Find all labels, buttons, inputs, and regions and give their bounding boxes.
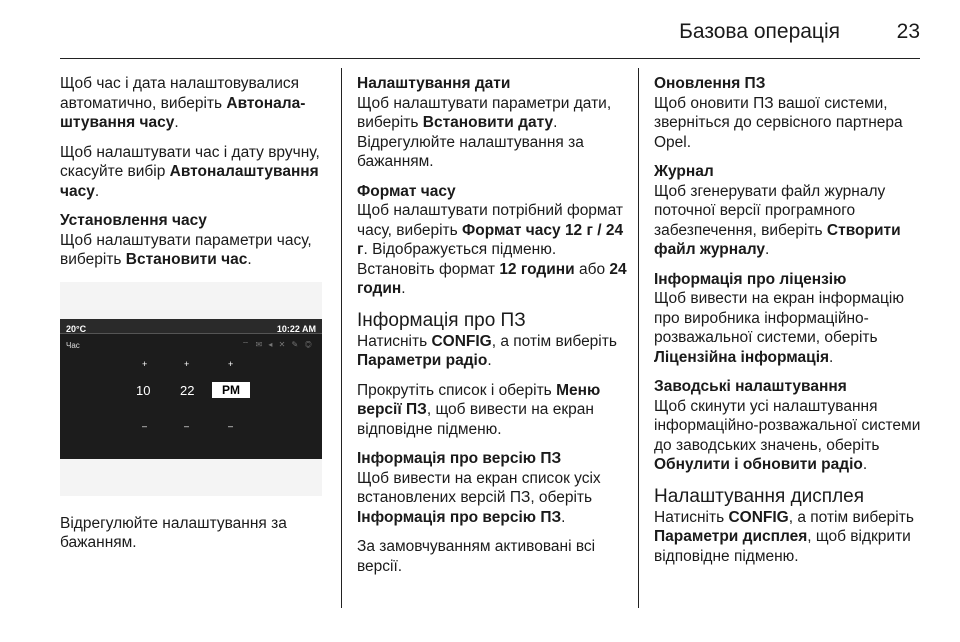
section-heading: Оновлення ПЗ — [654, 75, 766, 92]
minute-plus-icon[interactable]: + — [184, 358, 190, 369]
section-time-format — [357, 182, 629, 299]
menu-term: Створити файл журналу — [654, 221, 901, 258]
column-3 — [654, 74, 926, 576]
text: , а потім виберіть — [491, 332, 617, 350]
hour-minus-icon[interactable]: – — [142, 420, 148, 431]
section-version-info — [357, 449, 629, 527]
menu-term: Меню версії ПЗ — [357, 381, 601, 418]
text: . — [862, 456, 868, 473]
time-screen-figure — [60, 282, 322, 496]
clock-readout: 10:22 AM — [276, 323, 316, 334]
text: . — [764, 241, 770, 258]
column-divider-1 — [341, 68, 342, 608]
paragraph-adjust: Відрегулюйте налаштування за бажанням. — [60, 514, 287, 551]
section-heading: Налаштування дати — [357, 75, 511, 92]
header-rule — [60, 58, 920, 59]
menu-term: Інформація про версію ПЗ — [357, 508, 562, 526]
section-heading: Установлення часу — [60, 212, 207, 229]
minute-minus-icon[interactable]: – — [184, 420, 190, 431]
menu-term: Ліцензійна інформація — [654, 348, 830, 366]
menu-term: Формат часу 12 г / 24 г — [357, 221, 624, 258]
menu-term: Параметри дисплея — [654, 528, 808, 545]
menu-term: Параметри радіо — [357, 352, 488, 369]
column-1 — [60, 74, 332, 563]
paragraph-default-versions: За замовчуванням активовані всі версії. — [357, 538, 596, 575]
text: Щоб налаштувати потрібний формат часу, виберіть — [357, 202, 623, 239]
text: Щоб налаштувати параметри часу, виберіть — [60, 231, 312, 268]
section-heading: Інформація про версію ПЗ — [357, 450, 562, 467]
display-screen — [60, 319, 322, 459]
column-divider-2 — [638, 68, 639, 608]
text: . — [401, 280, 406, 297]
text: , щоб вивести на екран відповідне підменю. — [357, 401, 594, 438]
menu-term: CONFIG — [431, 332, 492, 350]
text: Щоб вивести на екран список усіх встановлених версій ПЗ, оберіть — [357, 469, 601, 506]
text: , щоб відкрити відповідне підменю. — [654, 528, 911, 565]
text: Щоб вивести на екран інформацію про виробника інформаційно-розважальної системи, оберіть — [654, 290, 904, 346]
text: або — [574, 260, 610, 278]
text: Прокрутіть список і оберіть — [357, 381, 557, 399]
menu-term: Встановити дату — [422, 114, 554, 131]
menu-term: CONFIG — [728, 508, 789, 526]
minute-value: 22 — [180, 382, 195, 398]
paragraph-manual-time — [60, 143, 332, 202]
hour-plus-icon[interactable]: + — [142, 358, 148, 369]
status-icons: ⌔ ✉ ◂ ✕ ✎ ◎ — [241, 339, 314, 349]
section-set-time — [60, 211, 332, 270]
menu-term: Встановити час — [125, 251, 248, 268]
section-software-update — [654, 74, 926, 152]
text: , а потім виберіть — [788, 508, 914, 526]
menu-term: Обнулити і обновити радіо — [654, 456, 863, 473]
text: Щоб згенерувати файл журналу поточної версії програмного забезпечення, виберіть — [654, 182, 886, 239]
section-display-settings — [654, 485, 926, 567]
section-heading: Заводські налаштування — [654, 378, 847, 395]
menu-term: Автоналаштування часу — [60, 94, 306, 131]
page-number: 23 — [896, 20, 920, 43]
section-set-date — [357, 74, 629, 172]
column-2 — [357, 74, 629, 586]
section-heading: Інформація про ліцензію — [654, 270, 847, 288]
screen-label: Час — [66, 340, 80, 350]
section-factory-reset — [654, 377, 926, 475]
temperature-readout: 20°C — [66, 323, 87, 334]
menu-term: 12 години — [499, 260, 575, 278]
section-heading-large: Інформація про ПЗ — [357, 309, 526, 331]
text: Щоб налаштувати параметри дати, виберіть — [357, 94, 612, 131]
section-software-info — [357, 309, 629, 371]
text: Щоб налаштувати час і дату вручну, скасуйте вибір — [60, 143, 320, 180]
status-bar — [60, 319, 322, 334]
text: Щоб скинути усі налаштування інформаційно-розважальної системи до заводських значень, оберіть — [654, 397, 921, 454]
section-log — [654, 162, 926, 260]
text: . — [94, 182, 100, 200]
text: . Відображується підменю. Встановіть формат — [357, 241, 557, 278]
text: . — [247, 251, 252, 268]
text: . Відрегулюйте налаштування за бажанням. — [357, 114, 584, 170]
menu-term: 24 годин — [357, 260, 627, 297]
text: . — [561, 508, 566, 526]
section-heading: Формат часу — [357, 182, 456, 200]
text: Щоб оновити ПЗ вашої системи, зверніться до сервісного партнера Opel. — [654, 94, 903, 151]
section-heading-large: Налаштування дисплея — [654, 485, 865, 507]
paragraph-auto-time — [60, 74, 332, 133]
section-license — [654, 270, 926, 368]
text: . — [487, 352, 492, 369]
ampm-value: PM — [212, 382, 250, 398]
paragraph-scroll-list — [357, 381, 629, 440]
menu-term: Автоналаштування часу — [60, 163, 319, 200]
hour-value: 10 — [136, 382, 151, 398]
text: Натисніть — [357, 332, 432, 350]
ampm-minus-icon[interactable]: – — [228, 420, 234, 431]
section-heading: Журнал — [654, 163, 714, 180]
text: Щоб час і дата налаштовувалися автоматично, виберіть — [60, 75, 300, 112]
page-header-title: Базова операція — [679, 20, 840, 43]
text: Натисніть — [654, 508, 729, 526]
ampm-plus-icon[interactable]: + — [228, 358, 234, 369]
text: . — [829, 348, 834, 366]
text: . — [174, 114, 179, 131]
